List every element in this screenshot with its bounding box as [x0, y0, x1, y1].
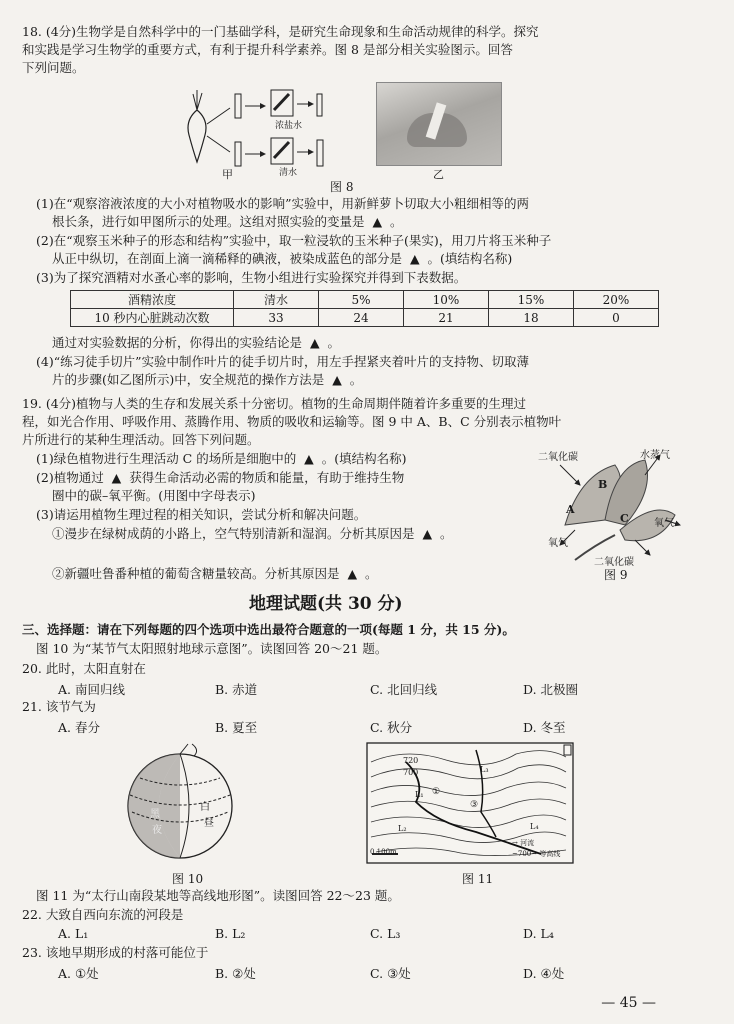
fig11-l3: L₃ — [480, 765, 489, 774]
table-row — [71, 291, 659, 309]
q19-line2: 程，如光合作用、呼吸作用、蒸腾作用、物质的吸收和运输等。图 9 中 A、B、C 分别表示植物叶 — [22, 414, 562, 429]
fig11-circle-1: ① — [432, 787, 441, 797]
fig11-l2: L₂ — [398, 824, 407, 833]
q23-option-b: B. ②处 — [215, 966, 256, 981]
geography-title: 地理试题(共 30 分) — [249, 594, 403, 614]
fig10-night1: 黑 — [150, 809, 160, 820]
table-cell: 0 — [574, 309, 659, 327]
label-yi: 乙 — [433, 168, 444, 181]
strip-result-top — [317, 94, 322, 116]
fig11-circle-3: ③ — [470, 800, 479, 810]
q18-s3-line2: 通过对实验数据的分析，你得出的实验结论是 ▲ 。 — [52, 335, 341, 350]
fig10-night2: 夜 — [152, 825, 162, 836]
q22-option-b: B. L₂ — [215, 926, 246, 941]
page-number: — 45 — — [601, 995, 656, 1011]
strip-in-salt — [274, 94, 289, 110]
arrow-co2-out — [635, 540, 650, 555]
figure8-caption: 图 8 — [330, 180, 354, 194]
fig11-l1: L₁ — [415, 790, 424, 799]
radish-leaves — [193, 90, 202, 110]
q19-line1: 19. (4分)植物与人类的生存和发展关系十分密切。植物的生命周期伴随着许多重要的生理过 — [22, 396, 527, 411]
table-cell: 10 秒内心脏跳动次数 — [71, 309, 234, 327]
table-cell: 33 — [234, 309, 319, 327]
q18-line3: 下列问题。 — [22, 60, 85, 75]
table-cell: 酒精浓度 — [71, 291, 234, 309]
alcohol-heart-rate-table — [70, 290, 659, 327]
table-cell: 15% — [489, 291, 574, 309]
q19-s3-2: ②新疆吐鲁番种植的葡萄含糖量较高。分析其原因是 ▲ 。 — [52, 566, 378, 581]
fig10-day2: 昼 — [204, 818, 214, 829]
fig11-label-720: 720 — [403, 756, 419, 765]
fig9-co2-bottom: 二氧化碳 — [594, 557, 634, 568]
q19-s2-line2: 圈中的碳–氧平衡。(用图中字母表示) — [52, 488, 256, 503]
q23-option-d: D. ④处 — [523, 966, 565, 981]
figure10-caption: 图 10 — [172, 872, 204, 886]
geography-section-heading: 三、选择题：请在下列每题的四个选项中选出最符合题意的一项(每题 1 分，共 15 分)。 — [22, 622, 515, 637]
table-cell: 18 — [489, 309, 574, 327]
fig9-label-c: C — [620, 512, 629, 525]
terminator-line — [180, 754, 189, 858]
strip-in-water — [274, 142, 289, 158]
q22-stem: 22. 大致自西向东流的河段是 — [22, 907, 184, 922]
figure8-yi-photo — [376, 82, 502, 166]
fig9-label-b: B — [598, 478, 608, 491]
bleed-through — [560, 210, 564, 223]
fig9-label-a: A — [566, 503, 575, 516]
q21-stem: 21. 该节气为 — [22, 699, 96, 714]
arrow-co2-in — [560, 465, 580, 485]
figure8-jia-diagram — [175, 80, 335, 180]
q22-option-a: A. L₁ — [58, 926, 89, 941]
q20-stem: 20. 此时，太阳直射在 — [22, 661, 146, 676]
q18-line1: 18. (4分)生物学是自然科学中的一门基础学科，是研究生命现象和生命活动规律的科学。探究 — [22, 24, 539, 39]
q20-option-a: A. 南回归线 — [58, 682, 125, 697]
q19-s3: (3)请运用植物生理过程的相关知识，尝试分析和解决问题。 — [36, 507, 367, 522]
fig11-legend-river: → 河流 — [512, 839, 535, 847]
strip-result-bottom — [317, 140, 323, 166]
table-cell: 清水 — [234, 291, 319, 309]
q23-option-a: A. ①处 — [58, 966, 99, 981]
intro-fig11: 图 11 为“太行山南段某地等高线地形图”。读图回答 22～23 题。 — [36, 888, 400, 903]
label-jia: 甲 — [222, 168, 233, 181]
q18-line2: 和实践是学习生物学的重要方式，有利于提升科学素养。图 8 是部分相关实验图示。回答 — [22, 42, 513, 57]
q22-option-c: C. L₃ — [370, 926, 401, 941]
table-cell: 10% — [404, 291, 489, 309]
fig10-day1: 白 — [200, 802, 210, 813]
q21-option-a: A. 春分 — [58, 720, 100, 735]
fig9-co2-top: 二氧化碳 — [538, 452, 578, 463]
q18-s3-line1: (3)为了探究酒精对水蚤心率的影响，生物小组进行实验探究并得到下表数据。 — [36, 270, 467, 285]
figure9-caption: 图 9 — [604, 568, 628, 582]
fig9-vapor: 水蒸气 — [640, 450, 670, 461]
q20-option-d: D. 北极圈 — [523, 682, 579, 697]
q18-s4-line2: 片的步骤(如乙图所示)中，安全规范的操作方法是 ▲ 。 — [52, 372, 363, 387]
q19-s3-1: ①漫步在绿树成荫的小路上，空气特别清新和湿润。分析其原因是 ▲ 。 — [52, 526, 453, 541]
fig11-legend-contour: ~700~ 等高线 — [512, 850, 561, 858]
fig11-scale: 0 100m — [370, 848, 397, 856]
figure11-caption: 图 11 — [462, 872, 494, 886]
strip-bottom — [235, 142, 241, 166]
radish-shape — [188, 110, 206, 162]
table-cell: 24 — [319, 309, 404, 327]
q21-option-c: C. 秋分 — [370, 720, 413, 735]
table-row — [71, 309, 659, 327]
table-cell: 21 — [404, 309, 489, 327]
fig11-label-700: 700 — [403, 768, 419, 777]
q19-s2-line1: (2)植物通过 ▲ 获得生命活动必需的物质和能量，有助于维持生物 — [36, 470, 405, 485]
q23-option-c: C. ③处 — [370, 966, 411, 981]
fig9-o2-left: 氧气 — [548, 538, 568, 549]
table-cell: 5% — [319, 291, 404, 309]
label-salt-water: 浓盐水 — [275, 121, 303, 131]
strip-top — [235, 94, 241, 118]
fig9-o2-right: 氧气 — [654, 518, 674, 529]
q18-s1-line1: (1)在“观察溶液浓度的大小对植物吸水的影响”实验中，用新鲜萝卜切取大小粗细相等的两 — [36, 196, 529, 211]
q20-option-b: B. 赤道 — [215, 682, 258, 697]
q18-s2-line1: (2)在“观察玉米种子的形态和结构”实验中，取一粒浸软的玉米种子(果实)，用刀片将玉米种子 — [36, 233, 552, 248]
intro-fig10: 图 10 为“某节气太阳照射地球示意图”。读图回答 20～21 题。 — [36, 641, 388, 656]
q19-s1: (1)绿色植物进行生理活动 C 的场所是细胞中的 ▲ 。(填结构名称) — [36, 451, 407, 466]
q20-option-c: C. 北回归线 — [370, 682, 438, 697]
q19-line3: 片所进行的某种生理活动。回答下列问题。 — [22, 432, 260, 447]
q18-s4-line1: (4)“练习徒手切片”实验中制作叶片的徒手切片时，用左手捏紧夹着叶片的支持物、切取薄 — [36, 354, 529, 369]
figure10-globe — [118, 740, 248, 865]
q18-s2-line2: 从正中纵切，在剖面上滴一滴稀释的碘液，被染成蓝色的部分是 ▲ 。(填结构名称) — [52, 251, 513, 266]
q23-stem: 23. 该地早期形成的村落可能位于 — [22, 945, 209, 960]
q21-option-d: D. 冬至 — [523, 720, 566, 735]
table-cell: 20% — [574, 291, 659, 309]
q21-option-b: B. 夏至 — [215, 720, 258, 735]
label-clear-water: 清水 — [279, 168, 298, 178]
q22-option-d: D. L₄ — [523, 926, 554, 941]
q18-s1-line2: 根长条，进行如甲图所示的处理。这组对照实验的变量是 ▲ 。 — [52, 214, 403, 229]
branch-lines — [207, 108, 230, 152]
fig11-l4: L₄ — [530, 822, 539, 831]
